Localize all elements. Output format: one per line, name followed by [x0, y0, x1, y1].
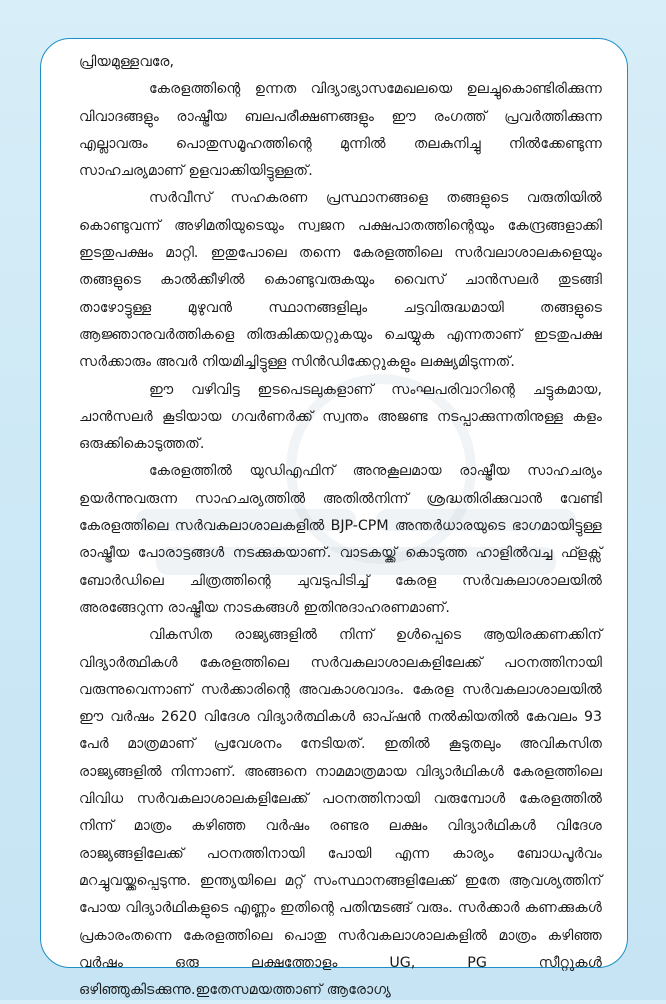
paragraph-1: കേരളത്തിന്റെ ഉന്നത വിദ്യാഭ്യാസമേഖലയെ ഉലച്ചുകൊണ്ടിരിക്കുന്ന വിവാദങ്ങളും രാഷ്ട്രീയ ബലപരീക്ഷണങ്ങളും ഈ രംഗത്ത് പ്രവർത്തിക്കുന്ന എല്ലാവരും പൊതുസമൂഹത്തിന്റെ മുന്നിൽ തലകുനിച്ചു നിൽക്കേണ്ടുന്ന സാഹചര്യമാണ് ഉളവാക്കിയിട്ടുള്ളത്.	[79, 81, 602, 180]
letter-body	[79, 49, 602, 1004]
paragraph-3: ഈ വഴിവിട്ട ഇടപെടലുകളാണ് സംഘപരിവാറിന്റെ ചട്ടുകമായ, ചാൻസലർ കൂടിയായ ഗവർണർക്ക് സ്വന്തം അജണ്ട നടപ്പാക്കുന്നതിനുള്ള കളം ഒരുക്കികൊടുത്തത്.	[79, 381, 602, 453]
salutation: പ്രിയമുള്ളവരേ,	[79, 54, 175, 70]
paragraph-5: വികസിത രാജ്യങ്ങളിൽ നിന്ന് ഉൾപ്പെടെ ആയിരക്കണക്കിന് വിദ്യാർത്ഥികൾ കേരളത്തിലെ സർവകലാശാലകളിലേക്ക് പഠനത്തിനായി വരുന്നുവെന്നാണ് സർക്കാരിന്റെ അവകാശവാദം. കേരള സർവകലാശാലയിൽ ഈ വർഷം 2620 വിദേശ വിദ്യാർത്ഥികൾ ഓപ്ഷൻ നൽകിയതിൽ കേവലം 93 പേർ മാത്രമാണ് പ്രവേശനം നേടിയത്. ഇതിൽ കൂടുതലും അവികസിത രാജ്യങ്ങളിൽ നിന്നാണ്. അങ്ങനെ നാമമാത്രമായ വിദ്യാർഥികൾ കേരളത്തിലെ വിവിധ സർവകലാശാലകളിലേക്ക് പഠനത്തിനായി വരുമ്പോൾ കേരളത്തിൽ നിന്ന് മാത്രം കഴിഞ്ഞ വർഷം രണ്ടര ലക്ഷം വിദ്യാർഥികൾ വിദേശ രാജ്യങ്ങളിലേക്ക് പഠനത്തിനായി പോയി എന്ന കാര്യം ബോധപൂർവം മറച്ചുവയ്ക്കപ്പെടുന്നു. ഇന്ത്യയിലെ മറ്റ് സംസ്ഥാനങ്ങളിലേക്ക് ഇതേ ആവശ്യത്തിന് പോയ വിദ്യാർഥികളുടെ എണ്ണം ഇതിന്റെ പതിന്മടങ്ങ് വരും. സർക്കാർ കണക്കുകൾ പ്രകാരംതന്നെ കേരളത്തിലെ പൊതു സർവകലാശാലകളിൽ മാത്രം കഴിഞ്ഞ വർഷം ഒരു ലക്ഷത്തോളം UG, PG സീറ്റുകൾ ഒഴിഞ്ഞുകിടക്കുന്നു.ഇതേസമയത്താണ് ആരോഗ്യ	[79, 627, 602, 999]
paragraph-2: സർവീസ് സഹകരണ പ്രസ്ഥാനങ്ങളെ തങ്ങളുടെ വരുതിയിൽ കൊണ്ടുവന്ന് അഴിമതിയുടെയും സ്വജന പക്ഷപാതത്തിന്റെയും കേന്ദ്രങ്ങളാക്കി ഇടതുപക്ഷം മാറ്റി. ഇതുപോലെ തന്നെ കേരളത്തിലെ സർവലാശാലകളെയും തങ്ങളുടെ കാൽക്കീഴിൽ കൊണ്ടുവരുകയും വൈസ് ചാൻസലർ തുടങ്ങി താഴോട്ടുള്ള മുഴുവൻ സ്ഥാനങ്ങളിലും ചട്ടവിരുദ്ധമായി തങ്ങളുടെ ആജ്ഞാനുവർത്തികളെ തിരുകിക്കയറ്റുകയും ചെയ്യുക എന്നതാണ് ഇടതുപക്ഷ സർക്കാരും അവർ നിയമിച്ചിട്ടുള്ള സിൻഡിക്കേറ്റുകളും ലക്ഷ്യമിടുന്നത്.	[79, 190, 602, 371]
paragraph-4: കേരളത്തിൽ യുഡിഎഫിന് അനുകൂലമായ രാഷ്ട്രീയ സാഹചര്യം ഉയർന്നുവരുന്ന സാഹചര്യത്തിൽ അതിൽനിന്ന് ശ്രദ്ധതിരിക്കുവാൻ വേണ്ടി കേരളത്തിലെ സർവകലാശാലകളിൽ BJP-CPM അന്തർധാരയുടെ ഭാഗമായിട്ടുള്ള രാഷ്ട്രീയ പോരാട്ടങ്ങൾ നടക്കുകയാണ്. വാടകയ്ക്ക് കൊടുത്ത ഹാളിൽവച്ച ഫ്ളക്സ് ബോർഡിലെ ചിത്രത്തിന്റെ ചുവടുപിടിച്ച് കേരള സർവകലാശാലയിൽ അരങ്ങേറുന്ന രാഷ്ട്രീയ നാടകങ്ങൾ ഇതിനുദാഹരണമാണ്.	[79, 463, 602, 616]
letter-panel	[40, 38, 628, 999]
